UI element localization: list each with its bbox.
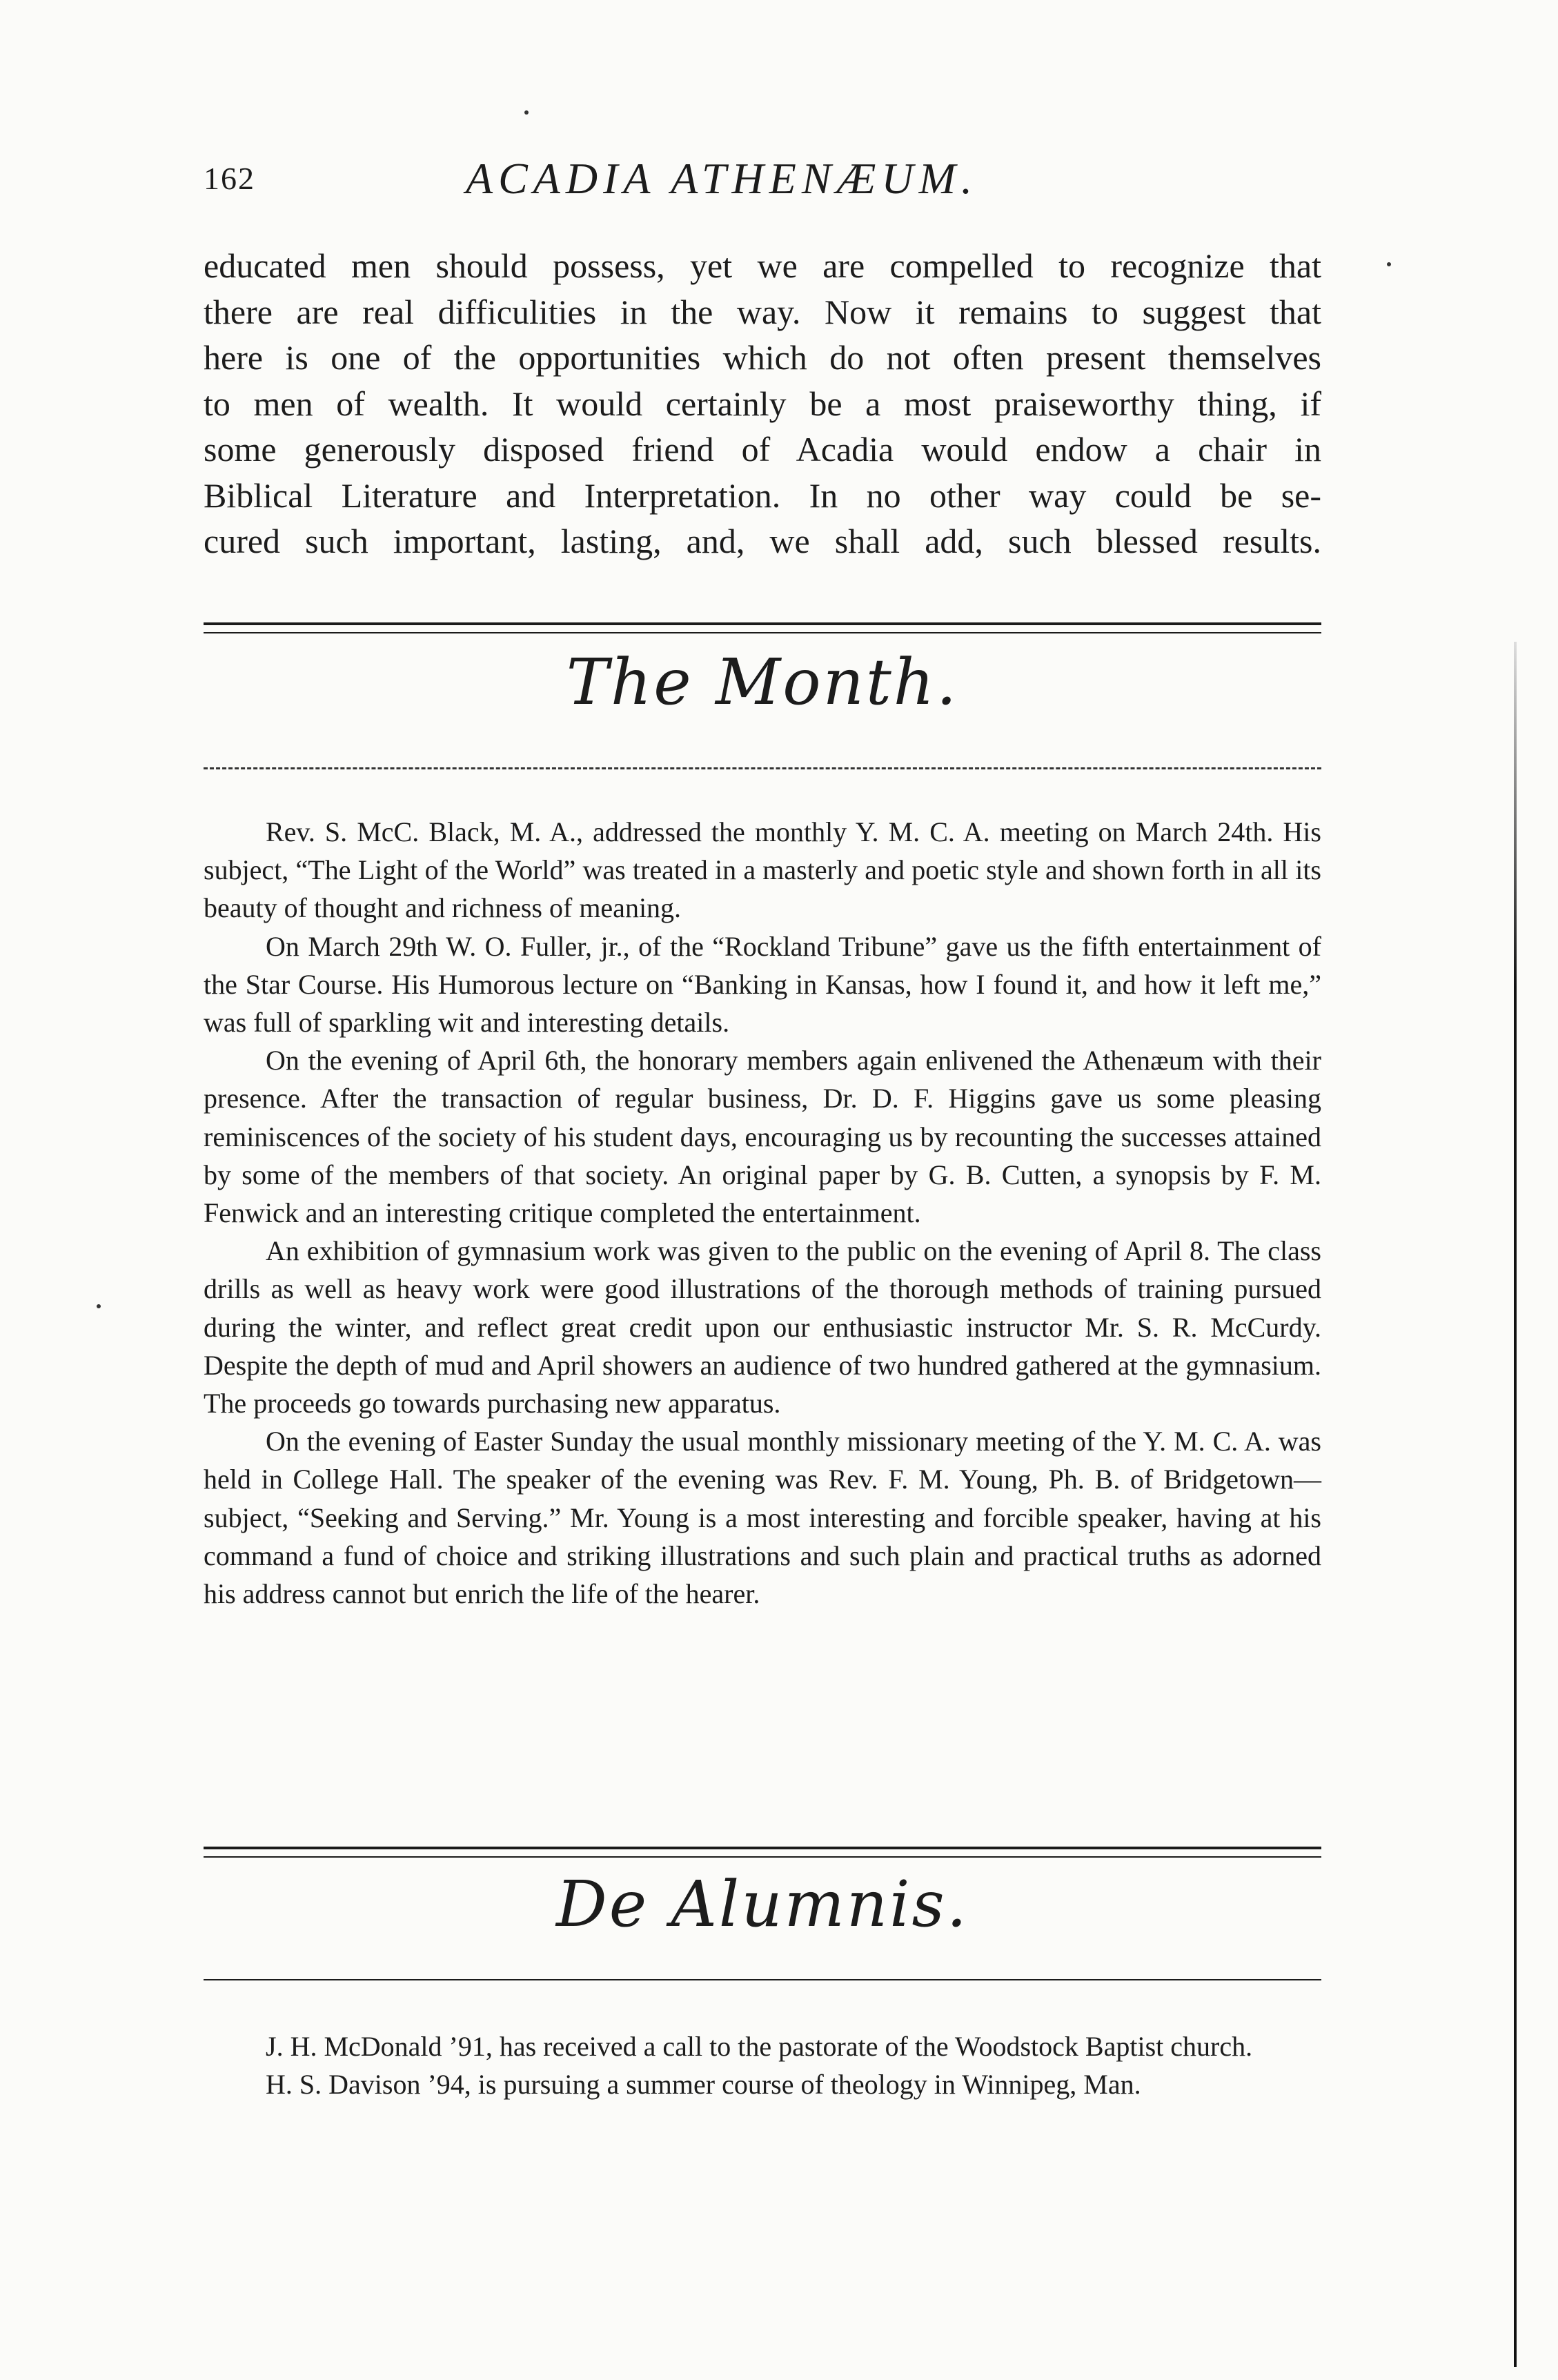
double-rule — [204, 622, 1321, 625]
month-paragraph: Rev. S. McC. Black, M. A., addressed the monthly Y. M. C. A. meeting on March 24th. His subject, “The Light of the World” was treated in a masterly and poetic style and shown forth in all its beauty of thought and richness of meaning. — [204, 816, 1321, 924]
month-body — [204, 813, 1321, 1613]
double-rule — [204, 1856, 1321, 1858]
intro-line: Biblical Literature and Interpretation. In no other way could be se- — [204, 475, 1321, 515]
running-head — [204, 153, 1321, 208]
intro-line: to men of wealth. It would certainly be a most praiseworthy thing, if — [204, 384, 1321, 423]
scan-speck — [97, 1304, 101, 1308]
page-number: 162 — [204, 161, 255, 196]
month-paragraph: On the evening of Easter Sunday the usual monthly missionary meeting of the Y. M. C. A. was held in College Hall. The speaker of the evening was Rev. F. M. Young, Ph. B. of Bridgetown—subject, “Seeking and Serving.” Mr. Young is a most interesting and forcible speaker, having at his command a fund of choice and striking illustrations and such plain and practical truths as adorned his address cannot but enrich the life of the hearer. — [204, 1426, 1321, 1610]
divider-top-alumnis — [204, 1847, 1321, 1858]
dashed-rule — [204, 767, 1321, 769]
scan-edge-line — [1514, 642, 1517, 2367]
alumnis-body — [204, 2027, 1321, 2103]
section-heading-alumnis: De Alumnis. — [556, 1867, 969, 1941]
single-rule — [204, 1979, 1321, 1980]
intro-line: there are real difficulities in the way. Now it remains to suggest that — [204, 292, 1321, 331]
journal-title: ACADIA ATHENÆUM. — [466, 154, 978, 203]
alumnis-paragraph: J. H. McDonald ’91, has received a call to the pastorate of the Woodstock Baptist church. — [266, 2031, 1253, 2062]
intro-paragraph — [204, 243, 1321, 564]
intro-line: some generously disposed friend of Acadia would endow a chair in — [204, 430, 1321, 469]
month-paragraph: An exhibition of gymnasium work was given to the public on the evening of April 8. The class drills as well as heavy work were good illustrations of the thorough methods of training pursued during the winter, and reflect great credit upon our enthusiastic instructor Mr. S. R. McCurdy. Despite the depth of mud and April showers an audience of two hundred gathered at the gymnasium. The proceeds go towards purchasing new apparatus. — [204, 1235, 1321, 1419]
alumnis-paragraph: H. S. Davison ’94, is pursuing a summer course of theology in Winnipeg, Man. — [266, 2069, 1141, 2101]
month-paragraph: On March 29th W. O. Fuller, jr., of the “Rockland Tribune” gave us the fifth entertainment of the Star Course. His Humorous lecture on “Banking in Kansas, how I found it, and how it left me,” was full of sparkling wit and interesting details. — [204, 930, 1321, 1039]
scan-speck — [1387, 262, 1391, 266]
section-heading-month: The Month. — [566, 645, 959, 719]
divider-top-month — [204, 622, 1321, 633]
double-rule — [204, 632, 1321, 633]
intro-line: here is one of the opportunities which do not often present themselves — [204, 338, 1321, 377]
scan-speck — [524, 110, 529, 115]
divider-bottom-alumnis — [204, 1979, 1321, 1980]
intro-line: educated men should possess, yet we are compelled to recognize that — [204, 246, 1321, 285]
double-rule — [204, 1847, 1321, 1849]
divider-bottom-month — [204, 767, 1321, 769]
intro-line: cured such important, lasting, and, we shall add, such blessed results. — [204, 522, 1321, 560]
month-paragraph: On the evening of April 6th, the honorary members again enlivened the Athenæum with their presence. After the transaction of regular business, Dr. D. F. Higgins gave us some pleasing reminiscences of the society of his student days, encouraging us by recounting the successes attained by some of the members of that society. An original paper by G. B. Cutten, a synopsis by F. M. Fenwick and an interesting critique completed the entertainment. — [204, 1045, 1321, 1229]
